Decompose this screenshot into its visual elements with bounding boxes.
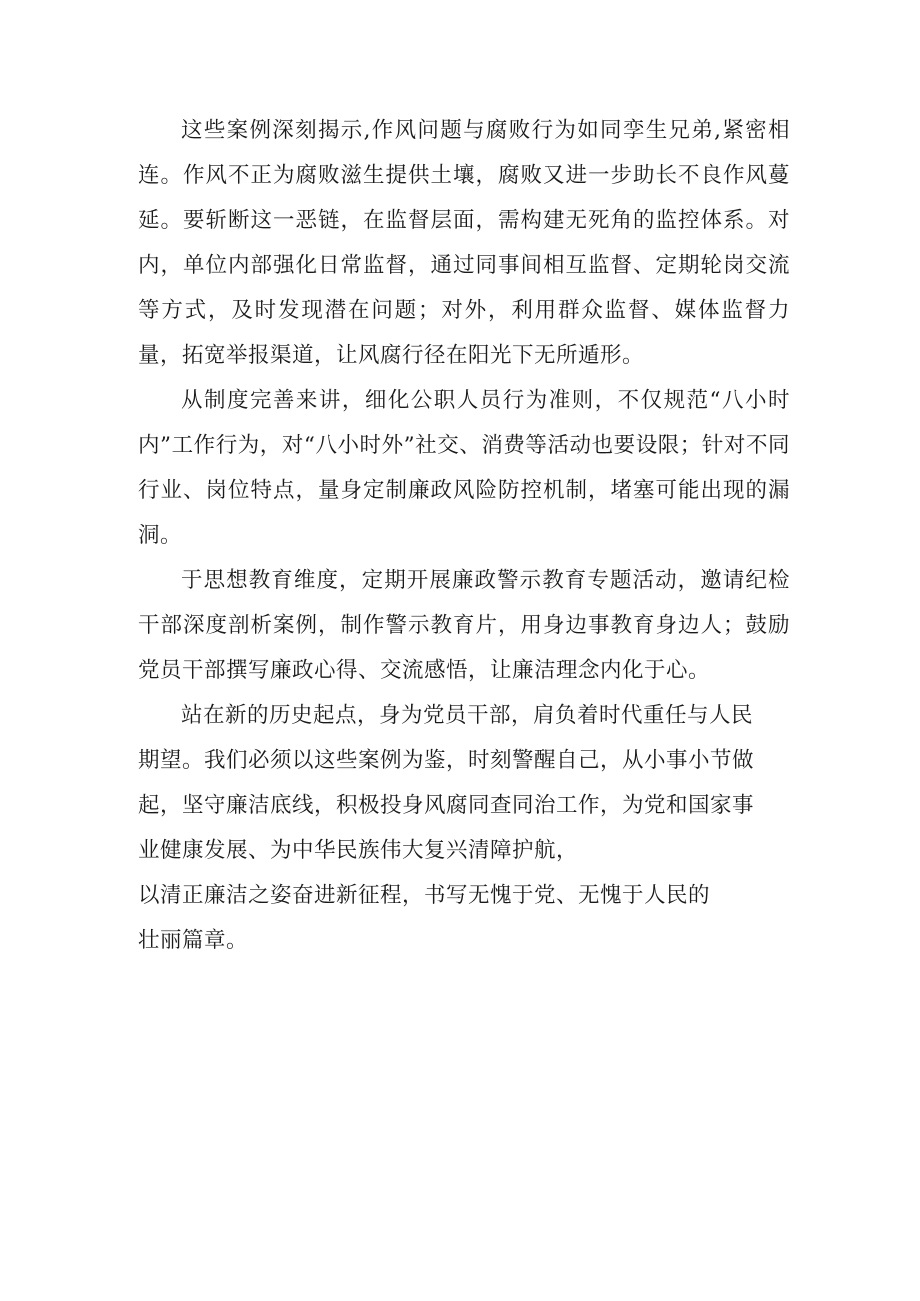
closing-line: 以清正廉洁之姿奋进新征程，书写无愧于党、无愧于人民的 [138, 883, 711, 908]
closing-line: 期望。我们必须以这些案例为鉴，时刻警醒自己，从小事小节做 [138, 748, 755, 773]
paragraph-supervision: 这些案例深刻揭示,作风问题与腐败行为如同孪生兄弟,紧密相连。作风不正为腐败滋生提供土壤，腐败又进一步助长不良作风蔓延。要斩断这一恶链，在监督层面，需构建无死角的监控体系。对内，单位内部强化日常监督，通过同事间相互监督、定期轮岗交流等方式，及时发现潜在问题；对外，利用群众监督、媒体监督力量，拓宽举报渠道，让风腐行径在阳光下无所遁形。 [138, 118, 790, 368]
paragraph-closing [138, 693, 790, 963]
closing-line: 站在新的历史起点，身为党员干部，肩负着时代重任与人民 [181, 703, 754, 728]
paragraph-institution: 从制度完善来讲，细化公职人员行为准则，不仅规范“八小时内”工作行为，对“八小时外”社交、消费等活动也要设限；针对不同行业、岗位特点，量身定制廉政风险防控机制，堵塞可能出现的漏洞。 [138, 388, 790, 548]
document-body [138, 108, 790, 963]
closing-line: 壮丽篇章。 [138, 928, 249, 953]
closing-line: 业健康发展、为中华民族伟大复兴清障护航， [138, 838, 579, 863]
paragraph-education: 于思想教育维度，定期开展廉政警示教育专题活动，邀请纪检干部深度剖析案例，制作警示教育片，用身边事教育身边人；鼓励党员干部撰写廉政心得、交流感悟，让廉洁理念内化于心。 [138, 568, 790, 683]
closing-line: 起，坚守廉洁底线，积极投身风腐同查同治工作，为党和国家事 [138, 793, 755, 818]
